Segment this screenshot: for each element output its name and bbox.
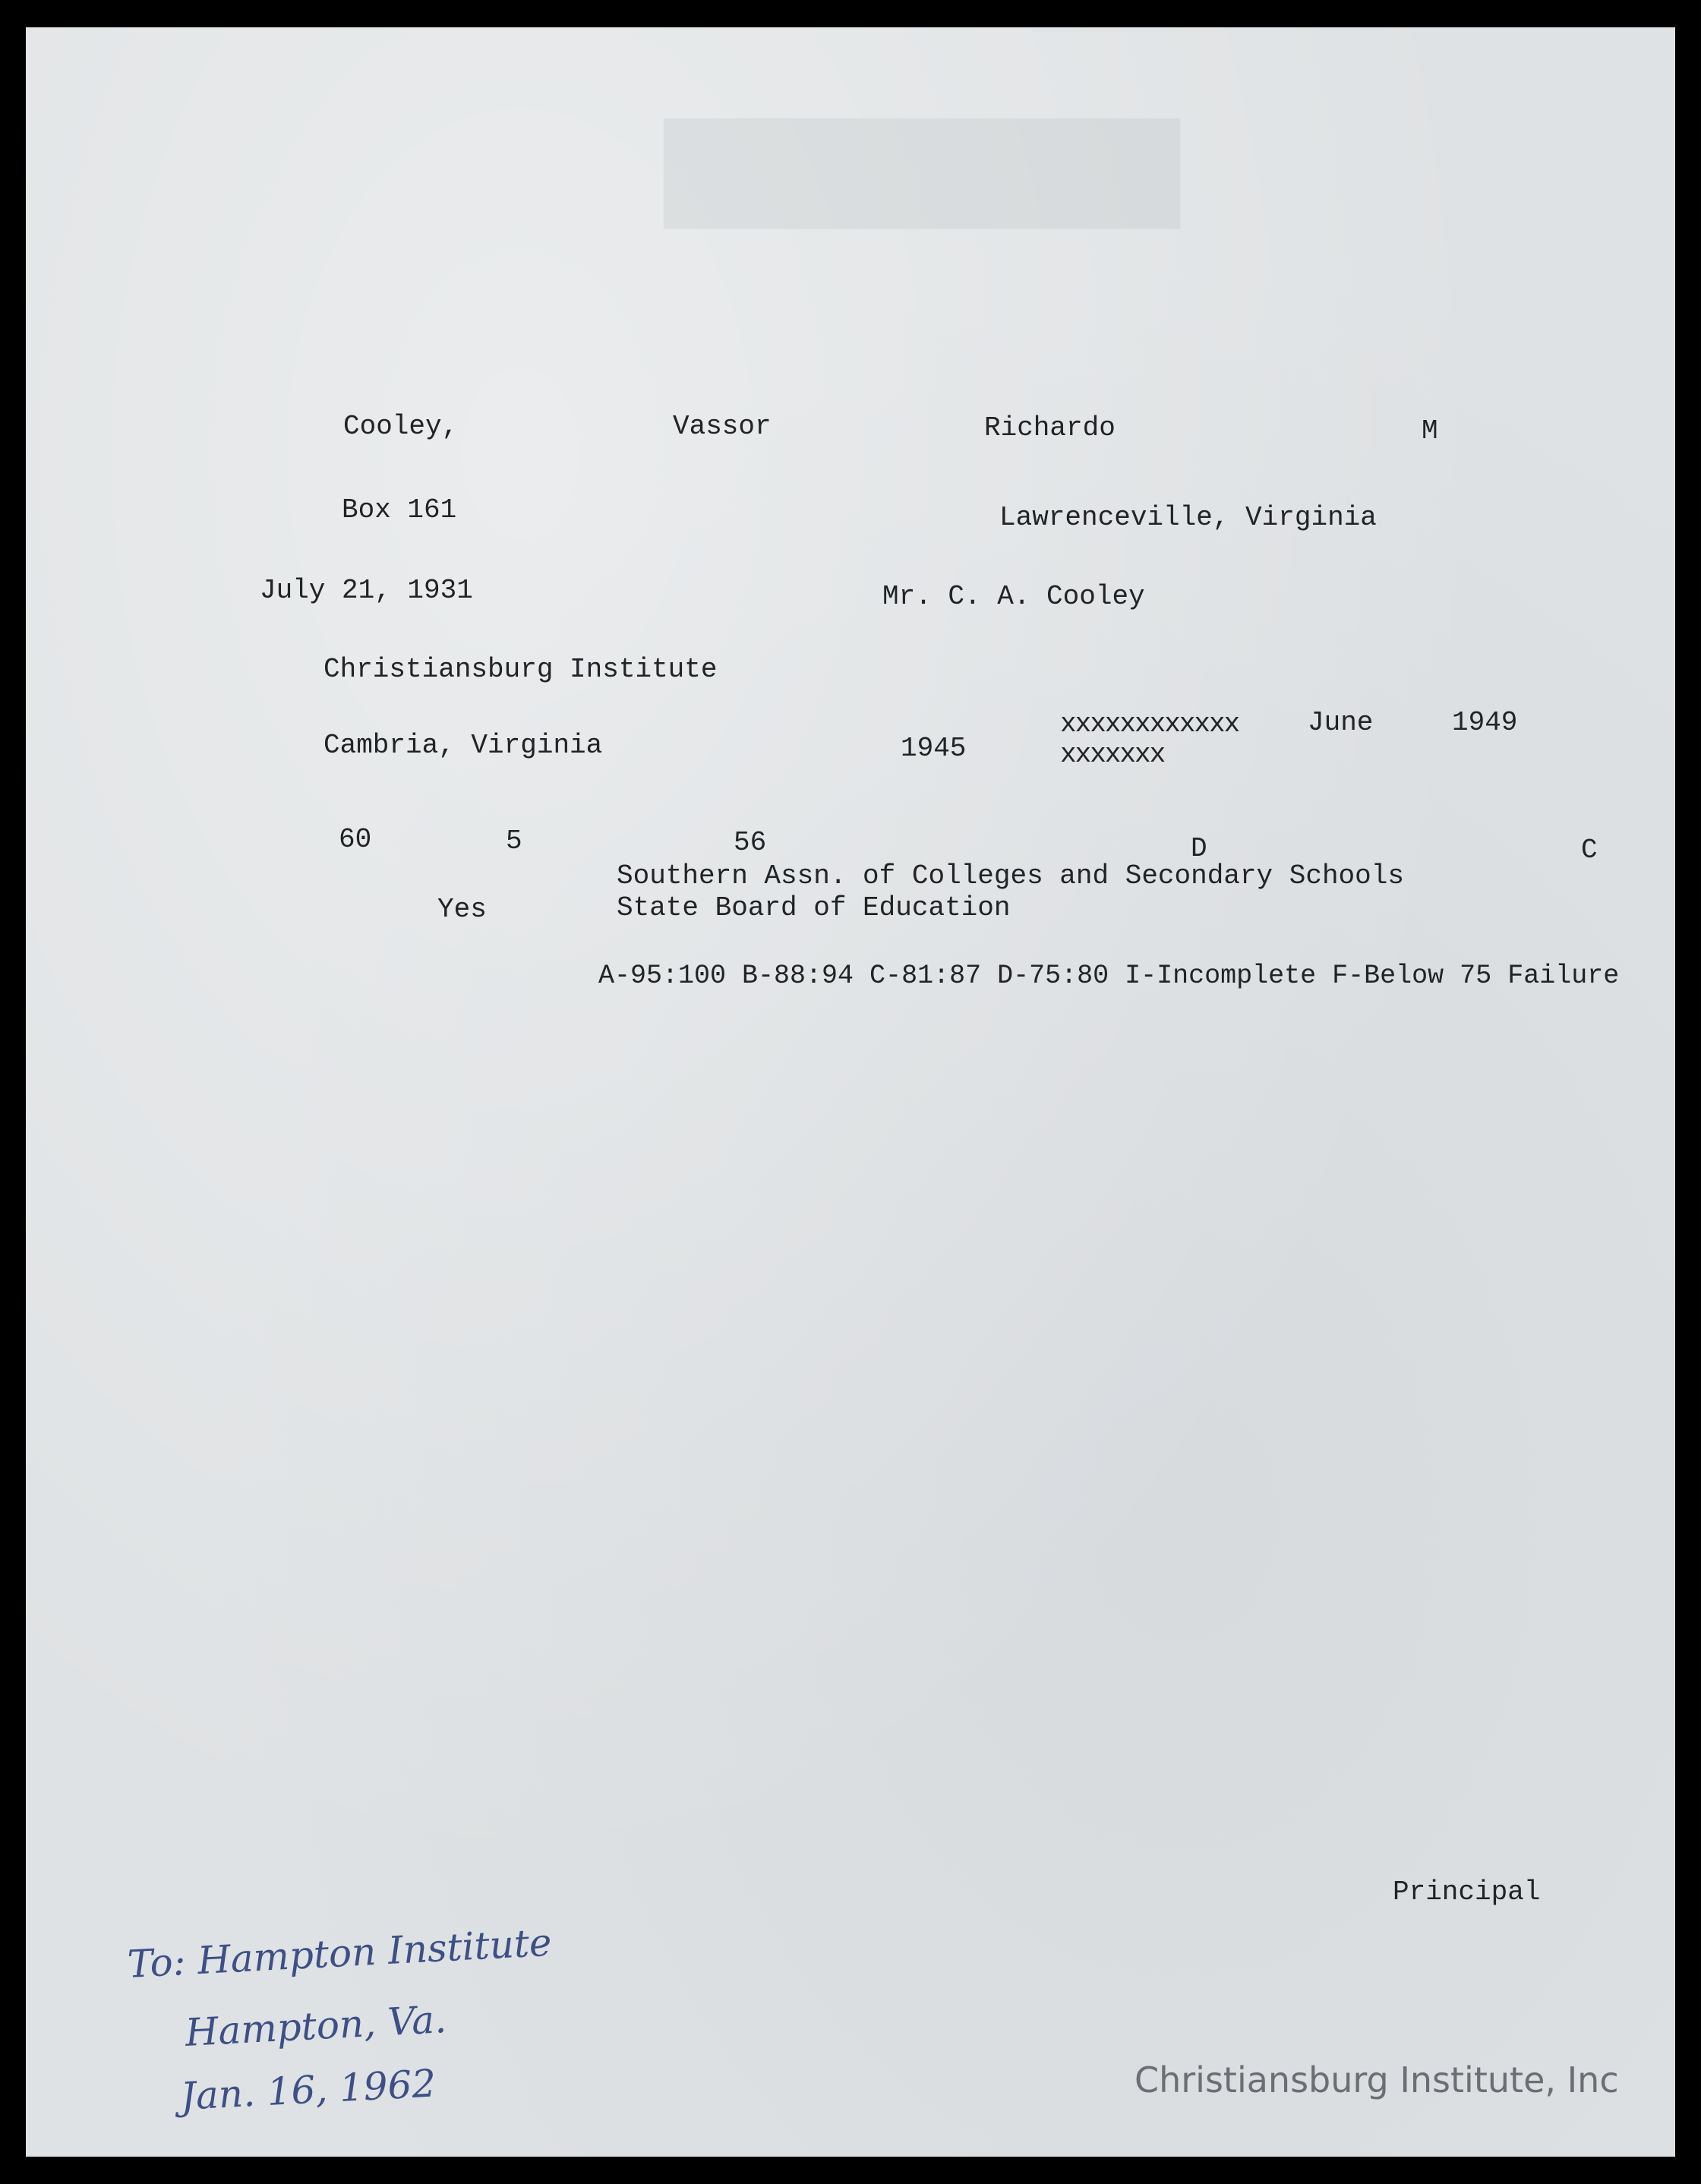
accredited-answer: Yes xyxy=(437,894,487,925)
handwritten-note-line-3: Jan. 16, 1962 xyxy=(179,2061,437,2119)
document-page xyxy=(26,27,1675,2157)
graduation-year: 1949 xyxy=(1452,707,1518,738)
school-name: Christiansburg Institute xyxy=(323,654,718,685)
city-state: Lawrenceville, Virginia xyxy=(999,502,1377,533)
accreditation-line-2: State Board of Education xyxy=(617,892,1011,923)
entered-year: 1945 xyxy=(901,733,967,764)
graduation-month: June xyxy=(1308,707,1374,738)
grade-c: C xyxy=(1581,835,1598,866)
accreditation-line-1: Southern Assn. of Colleges and Secondary Schools xyxy=(617,860,1404,892)
handwritten-note-line-1: To: Hampton Institute xyxy=(126,1920,553,1987)
principal-title: Principal xyxy=(1393,1876,1541,1908)
grade-d: D xyxy=(1191,833,1207,864)
first-name: Vassor xyxy=(673,411,772,442)
middle-name: Richardo xyxy=(984,412,1116,443)
grading-scale: A-95:100 B-88:94 C-81:87 D-75:80 I-Incomplete F-Below 75 Failure xyxy=(598,961,1620,991)
sex: M xyxy=(1422,415,1438,447)
watermark: Christiansburg Institute, Inc xyxy=(1135,2059,1619,2100)
school-location: Cambria, Virginia xyxy=(323,730,603,761)
struck-out-text-2: xxxxxxx xyxy=(1060,739,1165,770)
count-value: 56 xyxy=(734,827,767,858)
birth-date: July 21, 1931 xyxy=(260,575,473,606)
handwritten-note-line-2: Hampton, Va. xyxy=(184,1997,448,2055)
struck-out-text-1: xxxxxxxxxxxx xyxy=(1060,709,1239,740)
last-name: Cooley, xyxy=(343,411,459,442)
parent-name: Mr. C. A. Cooley xyxy=(882,581,1145,612)
bleed-through-shadow: ████████ xyxy=(664,120,1181,221)
class-rank: 5 xyxy=(506,825,522,857)
class-size: 60 xyxy=(339,824,372,855)
address: Box 161 xyxy=(342,494,457,525)
